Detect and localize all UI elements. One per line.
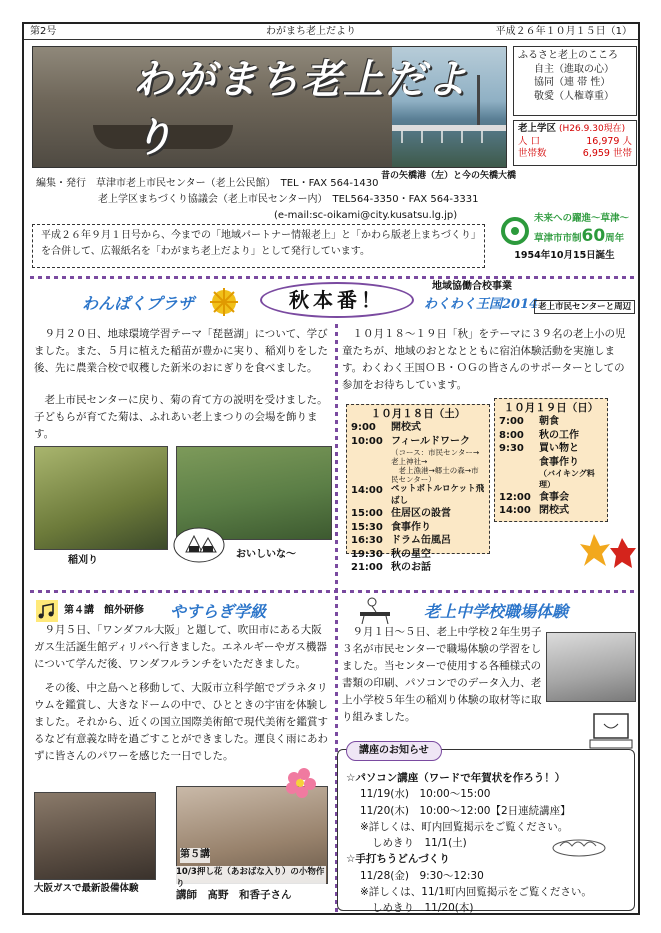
pc-course-date2: 11/20(木) 10:00～12:00【2日連続講座】: [360, 804, 571, 817]
day1-activity: 開校式: [391, 422, 421, 434]
header-paper-name: わがまち老上だより: [266, 26, 356, 37]
pc-course-date1: 11/19(水) 10:00～15:00: [360, 788, 491, 801]
day2-time: 9:30: [499, 443, 524, 455]
day1-activity: ドラム缶風呂: [391, 535, 451, 547]
day2-time: [499, 469, 539, 491]
caption-rice: 稲刈り: [68, 555, 98, 566]
lecture-notice-box: [337, 745, 635, 915]
pc-course-deadline: しめきり 11/1(土): [372, 837, 467, 850]
lecture5-desc: 10/3押し花（あおばな入り）の小物作り: [176, 867, 325, 890]
workexp-title: 老上中学校職場体験: [424, 602, 569, 621]
lecture-notice-label: 講座のお知らせ: [346, 741, 442, 761]
anniv-line2: 草津市市制: [533, 233, 582, 245]
yasuragi-title: やすらぎ学級: [170, 602, 267, 621]
chrysanthemum-icon: [204, 282, 244, 322]
publisher-info: [36, 176, 506, 224]
workexp-p1: ９月１日～５日、老上中学校２年生男子３名が市民センターで職場体験の学習をしました。当センターで使用する各種様式の書類の印刷、パソコンでのデータ入力、老上小学校５年生の稲刈り体験の取材等に取り組みました。: [342, 626, 542, 723]
udon-deadline: しめきり 11/20(木): [372, 902, 474, 915]
pop-label: 人 口: [518, 135, 541, 147]
motto-line: 敬愛（人権尊重）: [534, 90, 614, 102]
day1-activity: 住居区の設営: [391, 508, 451, 520]
issue-date: 平成２６年１０月１５日（1）: [495, 26, 632, 37]
motto-box: [513, 46, 637, 116]
anniversary-logo: [492, 212, 637, 270]
onigiri-icon: [172, 526, 226, 564]
day1-activity: 秋のお話: [391, 562, 431, 574]
wakuwaku-location: 老上市民センターと周辺: [534, 300, 635, 314]
masthead-title: わがまち老上だより: [133, 56, 469, 161]
day2-activity: 買い物と: [539, 443, 579, 455]
day2-time: [499, 456, 539, 470]
autumn-leaves-icon: [580, 530, 636, 574]
section-divider: [30, 276, 634, 279]
day2-activity: 朝食: [539, 416, 559, 428]
osaka-gas-photo: [34, 792, 156, 880]
udon-date: 11/28(金) 9:30～12:30: [360, 869, 484, 882]
page-header: [24, 24, 638, 40]
wakuwaku-title: わくわく王国2014: [424, 297, 539, 312]
day2-activity: 食事会: [539, 491, 569, 503]
hh-label: 世帯数: [518, 148, 547, 160]
rice-harvest-photo: [34, 446, 168, 550]
anniv-suffix: 周年: [605, 233, 625, 245]
publisher-email: (e-mail:sc-oikami@city.kusatsu.lg.jp): [274, 210, 458, 221]
day1-time: 15:30: [351, 521, 383, 533]
students-photo: [546, 632, 636, 702]
anniv-date: 1954年10月15日誕生: [514, 250, 615, 262]
hh-value: 6,959 世帯: [582, 148, 632, 160]
day2-time: 14:00: [499, 505, 531, 517]
day2-time: 12:00: [499, 491, 531, 503]
wakuwaku-p1: １０月１８～１９日「秋」をテーマに３９名の老上小の児童たちが、地域のおとなとともに宿泊体験活動を実施します。わくわく王国ＯＢ・ＯＧの皆さんのサポーターとしての参加をお待ちしています。: [342, 328, 626, 391]
day1-activity: 秋の星空: [391, 548, 431, 560]
pc-course-title: ☆パソコン講座（ワードで年賀状を作ろう！）: [346, 772, 566, 784]
noodle-bowl-icon: [550, 832, 608, 858]
motto-line: 協同（連 帯 性）: [534, 77, 611, 88]
wanpaku-p1: ９月２０日、地球環境学習テーマ「琵琶湖」について、学びました。また、５月に植えた稲苗が豊かに実り、稲刈りをした後、先に農業合校で収穫した新米のおにぎりを食べました。: [34, 328, 328, 374]
wanpaku-p2: 老上市民センターに戻り、菊の育て方の説明を受けました。子どもらが育てた菊は、ふれあい老上まつりの会場を飾ります。: [34, 394, 328, 440]
yasuragi-p1: ９月５日、「ワンダフル大阪」と題して、吹田市にある大阪ガス生活誕生館ディリパへ行きました。エネルギーやガス機器について学んだ後、ワンダフルランチをいただきました。: [34, 624, 327, 670]
schedule-day2: [494, 398, 608, 522]
publisher-line2: 老上学区まちづくり協議会（老上市民センター内） TEL564-3350・FAX 564-3331: [98, 194, 479, 205]
udon-title: ☆手打ちうどんづくり: [346, 853, 450, 866]
autumn-banner: 秋本番！: [260, 282, 414, 318]
merger-notice: 平成２６年９月１日号から、今までの「地域パートナー情報老上」と「かわら版老上まちづくり」を合併して、広報紙名を「わがまち老上だより」として発行しています。: [32, 224, 485, 268]
day1-time: 10:00: [351, 435, 383, 447]
stats-label: 老上学区: [518, 123, 557, 134]
day1-time: 15:00: [351, 508, 383, 520]
publisher-line1: 編集・発行 草津市老上市民センター（老上公民館） TEL・FAX 564-1430: [36, 178, 379, 189]
motto-line: 自主（進取の心）: [534, 63, 614, 75]
computer-icon: [588, 712, 634, 752]
banner-caption: 昔の矢橋港（左）と今の矢橋大橋: [381, 171, 517, 181]
lecture5-teacher: 講師 髙野 和香子さん: [176, 889, 292, 901]
wakuwaku-org: 地域協働合校事業: [432, 281, 512, 292]
issue-number: 第2号: [30, 26, 57, 37]
day2-activity: 閉校式: [539, 505, 569, 517]
day2-heading: １０月１９日（日）: [503, 402, 599, 414]
music-note-icon: [36, 600, 58, 622]
anniv-number: 60: [581, 226, 606, 247]
kusatsu-logo-icon: [500, 214, 530, 248]
day1-activity: 食事作り: [391, 521, 431, 533]
day1-course-note: 老上漁港→郷土の森→市民センター）: [391, 466, 479, 485]
day1-activity: フィールドワーク: [391, 435, 470, 447]
lecture5-label: 第５講: [180, 848, 210, 863]
day1-time: 14:00: [351, 485, 383, 497]
worker-icon: [354, 596, 394, 624]
day2-activity: 食事作り: [539, 456, 579, 468]
day2-activity: 秋の工作: [539, 429, 579, 441]
udon-note: ※詳しくは、11/1町内回覧掲示をご覧ください。: [360, 885, 592, 898]
district-stats: [513, 120, 637, 166]
anniv-line1: 未来への躍進～草津～: [533, 213, 629, 224]
schedule-day1: [346, 404, 490, 574]
yasuragi-lecture: 第４講 館外研修: [64, 605, 144, 616]
newsletter-page: [22, 22, 640, 915]
yasuragi-p2: その後、中之島へと移動して、大阪市立科学館でプラネタリウムを鑑賞し、大きなドームの中で、ひとときの宇宙を体験しました。それから、近くの国立国際美術館で現代美術を鑑賞するなど有意義な時を過ごすことができました。運良く雨にあわずに皆さんのパワーを感じた一日でした。: [34, 682, 328, 762]
day1-course-note: （コース：市民センター→老上神社→: [391, 448, 480, 467]
pc-course-note: ※詳しくは、町内回覧掲示をご覧ください。: [360, 820, 569, 833]
day1-time: 21:00: [351, 562, 383, 574]
wanpaku-title: わんぱくプラザ: [82, 294, 195, 313]
day1-activity: ペットボトルロケット飛ばし: [391, 484, 485, 506]
masthead-banner: [32, 46, 507, 168]
cosmos-flower-icon: [280, 764, 324, 804]
day1-time: 19:30: [351, 548, 383, 560]
caption-oishii: おいしいな～: [236, 549, 296, 560]
caption-osaka-gas: 大阪ガスで最新設備体験: [34, 883, 139, 894]
pop-value: 16,979 人: [586, 135, 632, 147]
day1-heading: １０月１８日（土）: [370, 408, 466, 420]
day2-time: 7:00: [499, 416, 524, 428]
stats-asof: (H26.9.30現在): [559, 124, 626, 134]
day2-time: 8:00: [499, 429, 524, 441]
motto-heading: ふるさと老上のこころ: [518, 50, 618, 61]
column-divider: [335, 324, 338, 594]
day2-activity: （バイキング料理）: [539, 469, 595, 489]
section-divider: [30, 590, 634, 593]
day1-time: 9:00: [351, 422, 376, 434]
day1-time: 16:30: [351, 535, 383, 547]
